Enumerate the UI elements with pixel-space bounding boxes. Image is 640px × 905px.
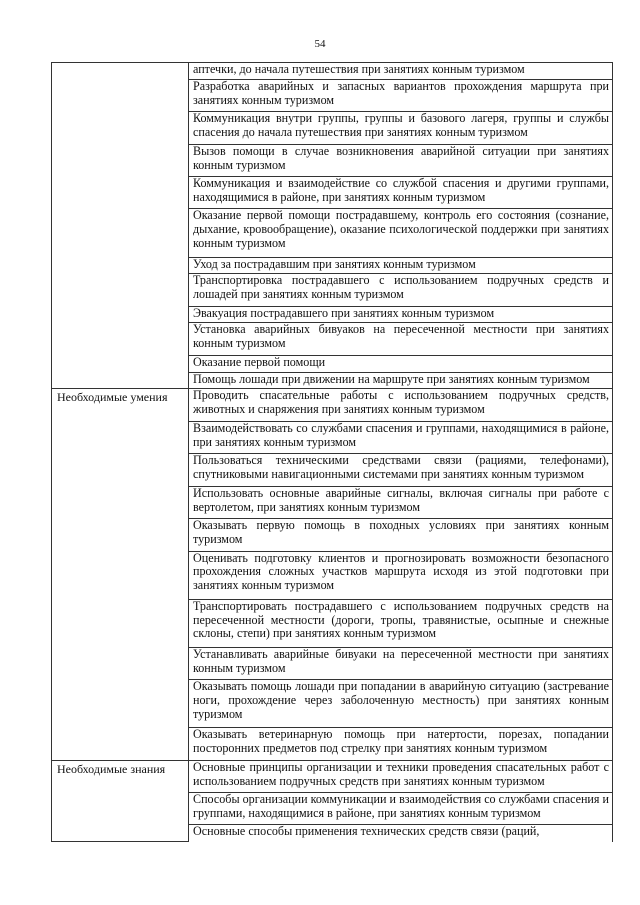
table-cell: Транспортировать пострадавшего с использованием подручных средств на пересеченной местности (дороги, тропы, травянистые, осыпные и снежные склоны, степи) при занятиях конным туризмом — [189, 599, 613, 647]
table-cell: Вызов помощи в случае возникновения аварийной ситуации при занятиях конным туризмом — [189, 144, 613, 176]
table-cell: Основные способы применения технических средств связи (раций, — [189, 825, 613, 842]
table-cell: Оказывать помощь лошади при попадании в аварийную ситуацию (застревание ноги, прохождение через заболоченную местность) при занятиях конным туризмом — [189, 680, 613, 728]
table-row — [52, 760, 613, 792]
table-cell: Уход за пострадавшим при занятиях конным туризмом — [189, 257, 613, 274]
table-cell: Оказание первой помощи пострадавшему, контроль его состояния (сознание, дыхание, кровообращение), оказание психологической поддержки при занятиях конным туризмом — [189, 209, 613, 257]
table-cell: Оказание первой помощи — [189, 355, 613, 372]
table-row — [52, 63, 613, 80]
section-label-knowledge: Необходимые знания — [52, 760, 189, 841]
table-cell: Проводить спасательные работы с использованием подручных средств, животных и снаряжения при занятиях конным туризмом — [189, 389, 613, 421]
table-cell: Устанавливать аварийные бивуаки на пересеченной местности при занятиях конным туризмом — [189, 647, 613, 679]
section-label — [52, 63, 189, 389]
table-cell: Коммуникация внутри группы, группы и базового лагеря, группы и службы спасения до начала путешествия при занятиях конным туризмом — [189, 112, 613, 144]
table-cell: Помощь лошади при движении на маршруте при занятиях конным туризмом — [189, 372, 613, 389]
table-cell: Коммуникация и взаимодействие со службой спасения и другими группами, находящимися в районе, при занятиях конным туризмом — [189, 177, 613, 209]
table-cell: Эвакуация пострадавшего при занятиях конным туризмом — [189, 306, 613, 323]
page-number: 54 — [314, 38, 326, 50]
table-cell: Взаимодействовать со службами спасения и группами, находящимися в районе, при занятиях конным туризмом — [189, 421, 613, 453]
competency-table — [51, 62, 613, 842]
table-cell: аптечки, до начала путешествия при занятиях конным туризмом — [189, 63, 613, 80]
table-row — [52, 389, 613, 421]
table-cell: Оказывать первую помощь в походных условиях при занятиях конным туризмом — [189, 519, 613, 551]
table-cell: Основные принципы организации и техники проведения спасательных работ с использованием подручных средств при занятиях конным туризмом — [189, 760, 613, 792]
table-cell: Способы организации коммуникации и взаимодействия со службами спасения и группами, находящимися в районе, при занятиях конным туризмом — [189, 793, 613, 825]
table-cell: Использовать основные аварийные сигналы, включая сигналы при работе с вертолетом, при занятиях конным туризмом — [189, 486, 613, 518]
section-label-skills: Необходимые умения — [52, 389, 189, 760]
table-cell: Разработка аварийных и запасных вариантов прохождения маршрута при занятиях конным туризмом — [189, 79, 613, 111]
table-cell: Оценивать подготовку клиентов и прогнозировать возможности безопасного прохождения сложных участков маршрута исходя из этой подготовки при занятиях конным туризмом — [189, 551, 613, 599]
table-cell: Оказывать ветеринарную помощь при натертости, порезах, попадании посторонних предметов под стрелку при занятиях конным туризмом — [189, 728, 613, 760]
table-cell: Установка аварийных бивуаков на пересеченной местности при занятиях конным туризмом — [189, 323, 613, 355]
table-cell: Транспортировка пострадавшего с использованием подручных средств и лошадей при занятиях конным туризмом — [189, 274, 613, 306]
table-cell: Пользоваться техническими средствами связи (рациями, телефонами), спутниковыми навигационными системами при занятиях конным туризмом — [189, 454, 613, 486]
